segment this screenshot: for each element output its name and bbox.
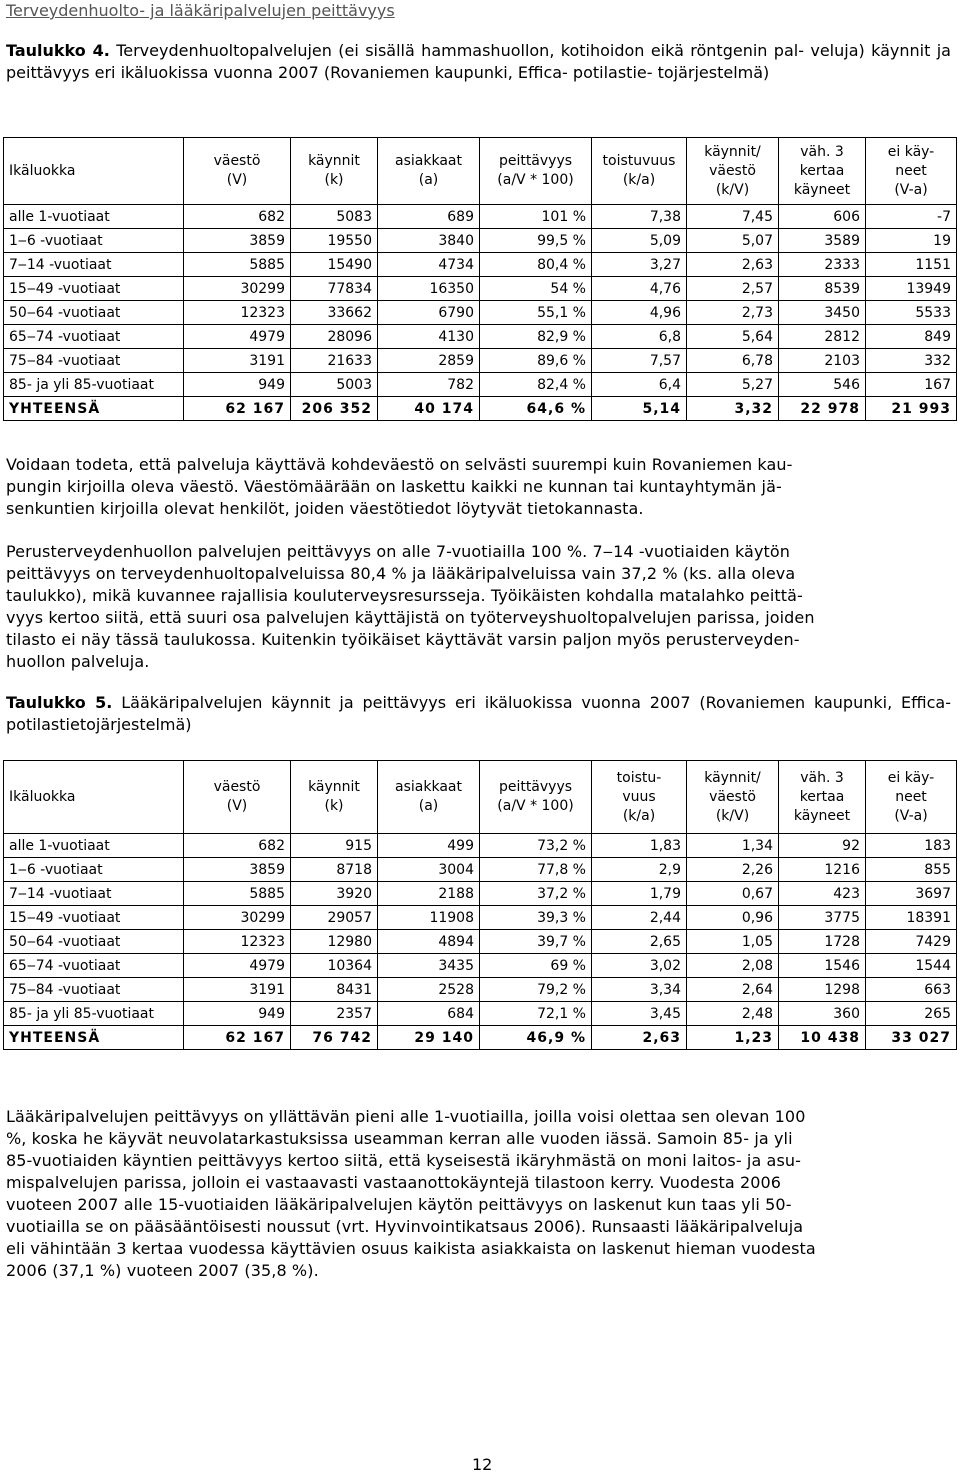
table-row [4, 858, 957, 882]
table4-caption [6, 40, 951, 84]
table5-label: Taulukko 5. [6, 693, 113, 712]
text-line: 85-vuotiaiden käyntien peittävyys kertoo siitä, että kyseisestä ikäryhmästä on moni laitos- ja asu- [6, 1151, 802, 1170]
table-cell: 265 [866, 1002, 957, 1026]
total-row [4, 397, 957, 421]
table-cell: 33662 [291, 301, 378, 325]
table5-caption [6, 692, 951, 736]
table-cell: 7429 [866, 930, 957, 954]
table4 [3, 137, 957, 421]
table-cell: 5,14 [592, 397, 687, 421]
table-cell: 4734 [378, 253, 480, 277]
table-cell: 332 [866, 349, 957, 373]
table-row [4, 978, 957, 1002]
text-line: pungin kirjoilla oleva väestö. Väestömäärään on laskettu kaikki ne kunnan tai kuntayhtymän jä- [6, 477, 782, 496]
text-line: 2006 (37,1 %) vuoteen 2007 (35,8 %). [6, 1261, 319, 1280]
table-cell: 21633 [291, 349, 378, 373]
table-cell: 10 438 [779, 1026, 866, 1050]
table-cell: 10364 [291, 954, 378, 978]
paragraph-2 [6, 541, 936, 673]
table-cell: 77834 [291, 277, 378, 301]
table-row [4, 906, 957, 930]
table-cell: 3775 [779, 906, 866, 930]
table-cell: 3,45 [592, 1002, 687, 1026]
table-cell: 12323 [184, 930, 291, 954]
table-cell: 15‒49 -vuotiaat [4, 906, 184, 930]
table-cell: 2,26 [687, 858, 779, 882]
table-cell: 7‒14 -vuotiaat [4, 882, 184, 906]
table-cell: 2,73 [687, 301, 779, 325]
table-cell: 7‒14 -vuotiaat [4, 253, 184, 277]
table-cell: 2,65 [592, 930, 687, 954]
table-cell: 19 [866, 229, 957, 253]
table-cell: 21 993 [866, 397, 957, 421]
table-cell: 0,96 [687, 906, 779, 930]
table-cell: 2,44 [592, 906, 687, 930]
column-header: toistuvuus (k/a) [592, 138, 687, 205]
table-cell: 1‒6 -vuotiaat [4, 858, 184, 882]
table-cell: 1,79 [592, 882, 687, 906]
table-cell: 19550 [291, 229, 378, 253]
column-header: Ikäluokka [4, 761, 184, 834]
table-cell: 6,8 [592, 325, 687, 349]
running-header: Terveydenhuolto- ja lääkäripalvelujen peittävyys [6, 1, 395, 20]
table-cell: 30299 [184, 277, 291, 301]
table-cell: 55,1 % [480, 301, 592, 325]
table-cell: 5,07 [687, 229, 779, 253]
table-cell: 4,96 [592, 301, 687, 325]
column-header: käynnit (k) [291, 761, 378, 834]
table-cell: alle 1-vuotiaat [4, 834, 184, 858]
table-cell: 5533 [866, 301, 957, 325]
table-cell: 8431 [291, 978, 378, 1002]
table-cell: 2103 [779, 349, 866, 373]
table-cell: 50‒64 -vuotiaat [4, 930, 184, 954]
table-cell: 3004 [378, 858, 480, 882]
table-cell: 62 167 [184, 1026, 291, 1050]
table-row [4, 954, 957, 978]
table-cell: 5885 [184, 882, 291, 906]
table-cell: 40 174 [378, 397, 480, 421]
table-cell: 3,34 [592, 978, 687, 1002]
text-line: senkuntien kirjoilla olevat henkilöt, joiden väestötiedot löytyvät tietokannasta. [6, 499, 644, 518]
text-line: peittävyys on terveydenhuoltopalveluissa 80,4 % ja lääkäripalveluissa vain 37,2 % (ks. alla oleva [6, 564, 796, 583]
table-cell: 39,3 % [480, 906, 592, 930]
table-cell: 50‒64 -vuotiaat [4, 301, 184, 325]
text-line: huollon palveluja. [6, 652, 150, 671]
table-cell: 80,4 % [480, 253, 592, 277]
table-cell: 3697 [866, 882, 957, 906]
table-cell: 82,4 % [480, 373, 592, 397]
table-cell: 5003 [291, 373, 378, 397]
table-cell: 85- ja yli 85-vuotiaat [4, 1002, 184, 1026]
table-cell: 99,5 % [480, 229, 592, 253]
paragraph-3 [6, 1106, 936, 1282]
column-header: asiakkaat (a) [378, 761, 480, 834]
table-cell: 1728 [779, 930, 866, 954]
table-cell: 423 [779, 882, 866, 906]
column-header: väestö (V) [184, 138, 291, 205]
table-cell: 2528 [378, 978, 480, 1002]
column-header: käynnit/ väestö (k/V) [687, 138, 779, 205]
column-header: käynnit (k) [291, 138, 378, 205]
table-row [4, 301, 957, 325]
table-cell: 29 140 [378, 1026, 480, 1050]
table-cell: 15490 [291, 253, 378, 277]
column-header: väh. 3 kertaa käyneet [779, 138, 866, 205]
table-cell: 3840 [378, 229, 480, 253]
column-header: väestö (V) [184, 761, 291, 834]
table-cell: alle 1-vuotiaat [4, 205, 184, 229]
table-cell: 2,64 [687, 978, 779, 1002]
table-cell: 4979 [184, 954, 291, 978]
table-cell: 3435 [378, 954, 480, 978]
column-header: ei käy- neet (V-a) [866, 761, 957, 834]
table-cell: 5,27 [687, 373, 779, 397]
table-cell: 46,9 % [480, 1026, 592, 1050]
table-cell: 167 [866, 373, 957, 397]
table-cell: 2,9 [592, 858, 687, 882]
table-cell: 949 [184, 1002, 291, 1026]
table-cell: 28096 [291, 325, 378, 349]
table-cell: 3191 [184, 978, 291, 1002]
table-cell: 85- ja yli 85-vuotiaat [4, 373, 184, 397]
text-line: mispalvelujen parissa, jolloin ei vastaavasti vastaanottokäyntejä tilastoon kerry. Vuodesta 2006 [6, 1173, 782, 1192]
table-cell: -7 [866, 205, 957, 229]
table4-caption-text: Terveydenhuoltopalvelujen (ei sisällä hammashuollon, kotihoidon eikä röntgenin pal- veluja) käynnit ja peittävyys eri ikäluokissa vuonna 2007 (Rovaniemen kaupunki, Effica- potilastie- tojärjestelmä) [6, 41, 951, 82]
table-cell: 782 [378, 373, 480, 397]
table-cell: YHTEENSÄ [4, 1026, 184, 1050]
table-row [4, 325, 957, 349]
table-cell: 30299 [184, 906, 291, 930]
table5-caption-text: Lääkäripalvelujen käynnit ja peittävyys eri ikäluokissa vuonna 2007 (Rovaniemen kaupunki, Effica-potilastietojärjestelmä) [6, 693, 952, 734]
table-cell: 3450 [779, 301, 866, 325]
table-cell: 546 [779, 373, 866, 397]
text-line: vuoteen 2007 alle 15-vuotiaiden lääkäripalvelujen käytön peittävyys on laskenut kun taas yli 50- [6, 1195, 792, 1214]
table-cell: 1298 [779, 978, 866, 1002]
table-cell: 5885 [184, 253, 291, 277]
table-cell: 6790 [378, 301, 480, 325]
table-cell: 682 [184, 205, 291, 229]
table-cell: 5,09 [592, 229, 687, 253]
table-cell: 11908 [378, 906, 480, 930]
table-cell: 65‒74 -vuotiaat [4, 954, 184, 978]
table-cell: 3589 [779, 229, 866, 253]
table-cell: 16350 [378, 277, 480, 301]
table-cell: 1‒6 -vuotiaat [4, 229, 184, 253]
text-line: taulukko), mikä kuvannee rajallisia kouluterveysresursseja. Työikäisten kohdalla matalahko peittä- [6, 586, 803, 605]
table-cell: 1,05 [687, 930, 779, 954]
table-cell: 499 [378, 834, 480, 858]
table-cell: 39,7 % [480, 930, 592, 954]
table-row [4, 930, 957, 954]
table-cell: 1216 [779, 858, 866, 882]
table-cell: 82,9 % [480, 325, 592, 349]
table-cell: 606 [779, 205, 866, 229]
paragraph-1 [6, 454, 936, 520]
column-header: väh. 3 kertaa käyneet [779, 761, 866, 834]
column-header: peittävyys (a/V * 100) [480, 138, 592, 205]
table-cell: 4130 [378, 325, 480, 349]
table-cell: 1,34 [687, 834, 779, 858]
table-cell: 2,63 [592, 1026, 687, 1050]
table-cell: 3859 [184, 229, 291, 253]
table-cell: 73,2 % [480, 834, 592, 858]
table-row [4, 253, 957, 277]
table-cell: 8718 [291, 858, 378, 882]
table-cell: 72,1 % [480, 1002, 592, 1026]
table-cell: 855 [866, 858, 957, 882]
column-header: käynnit/ väestö (k/V) [687, 761, 779, 834]
table-cell: 3,02 [592, 954, 687, 978]
table-cell: 183 [866, 834, 957, 858]
table-cell: 18391 [866, 906, 957, 930]
table-cell: 0,67 [687, 882, 779, 906]
table-cell: 2,57 [687, 277, 779, 301]
table-row [4, 373, 957, 397]
table-cell: 77,8 % [480, 858, 592, 882]
text-line: Voidaan todeta, että palveluja käyttävä kohdeväestö on selvästi suurempi kuin Rovaniemen kau- [6, 455, 793, 474]
table-cell: 3859 [184, 858, 291, 882]
table-cell: 7,38 [592, 205, 687, 229]
total-row [4, 1026, 957, 1050]
table-cell: 92 [779, 834, 866, 858]
table-row [4, 882, 957, 906]
table-row [4, 229, 957, 253]
table-cell: 64,6 % [480, 397, 592, 421]
table-cell: 76 742 [291, 1026, 378, 1050]
table-cell: 1544 [866, 954, 957, 978]
column-header: toistu- vuus (k/a) [592, 761, 687, 834]
text-line: vuotiailla se on pääsääntöisesti noussut (vrt. Hyvinvointikatsaus 2006). Runsaasti lääkäripalveluja [6, 1217, 804, 1236]
table-cell: 4979 [184, 325, 291, 349]
table-cell: 2333 [779, 253, 866, 277]
text-line: Perusterveydenhuollon palvelujen peittävyys on alle 7-vuotiailla 100 %. 7‒14 -vuotiaiden käytön [6, 542, 791, 561]
table-cell: 949 [184, 373, 291, 397]
table-cell: YHTEENSÄ [4, 397, 184, 421]
text-line: Lääkäripalvelujen peittävyys on yllättävän pieni alle 1-vuotiailla, joilla voisi olettaa sen olevan 100 [6, 1107, 806, 1126]
table-cell: 15‒49 -vuotiaat [4, 277, 184, 301]
table-cell: 2357 [291, 1002, 378, 1026]
table-cell: 849 [866, 325, 957, 349]
table-cell: 69 % [480, 954, 592, 978]
table-row [4, 1002, 957, 1026]
table-cell: 3920 [291, 882, 378, 906]
table-cell: 2,08 [687, 954, 779, 978]
column-header: Ikäluokka [4, 138, 184, 205]
table-cell: 5083 [291, 205, 378, 229]
table-cell: 689 [378, 205, 480, 229]
table-cell: 4894 [378, 930, 480, 954]
table-cell: 7,45 [687, 205, 779, 229]
table-cell: 3,32 [687, 397, 779, 421]
table-cell: 7,57 [592, 349, 687, 373]
text-line: %, koska he käyvät neuvolatarkastuksissa useamman kerran alle vuoden iässä. Samoin 85- ja yli [6, 1129, 793, 1148]
column-header: peittävyys (a/V * 100) [480, 761, 592, 834]
table-cell: 79,2 % [480, 978, 592, 1002]
table-cell: 1151 [866, 253, 957, 277]
table-cell: 5,64 [687, 325, 779, 349]
table-cell: 915 [291, 834, 378, 858]
table-cell: 3191 [184, 349, 291, 373]
page-number: 12 [472, 1455, 493, 1474]
table-cell: 12980 [291, 930, 378, 954]
table-cell: 65‒74 -vuotiaat [4, 325, 184, 349]
table-cell: 54 % [480, 277, 592, 301]
table-cell: 682 [184, 834, 291, 858]
table-cell: 1,23 [687, 1026, 779, 1050]
table-cell: 8539 [779, 277, 866, 301]
table-cell: 3,27 [592, 253, 687, 277]
table-cell: 6,78 [687, 349, 779, 373]
column-header: asiakkaat (a) [378, 138, 480, 205]
table-cell: 1,83 [592, 834, 687, 858]
text-line: tilasto ei näy tässä taulukossa. Kuitenkin työikäiset käyttävät varsin paljon myös perusterveyden- [6, 630, 800, 649]
table-cell: 4,76 [592, 277, 687, 301]
table-cell: 22 978 [779, 397, 866, 421]
table-cell: 33 027 [866, 1026, 957, 1050]
table-row [4, 277, 957, 301]
text-line: eli vähintään 3 kertaa vuodessa käyttävien osuus kaikista asiakkaista on laskenut hieman vuodesta [6, 1239, 816, 1258]
table-cell: 2,63 [687, 253, 779, 277]
table-cell: 89,6 % [480, 349, 592, 373]
table-cell: 2812 [779, 325, 866, 349]
table-cell: 12323 [184, 301, 291, 325]
table-cell: 13949 [866, 277, 957, 301]
table-cell: 2188 [378, 882, 480, 906]
table-cell: 6,4 [592, 373, 687, 397]
table-cell: 37,2 % [480, 882, 592, 906]
table-row [4, 834, 957, 858]
table4-label: Taulukko 4. [6, 41, 110, 60]
table-cell: 1546 [779, 954, 866, 978]
table-cell: 75‒84 -vuotiaat [4, 349, 184, 373]
table-row [4, 205, 957, 229]
table-cell: 75‒84 -vuotiaat [4, 978, 184, 1002]
table-cell: 101 % [480, 205, 592, 229]
column-header: ei käy- neet (V-a) [866, 138, 957, 205]
table-cell: 684 [378, 1002, 480, 1026]
table-row [4, 349, 957, 373]
table5 [3, 760, 957, 1050]
table-cell: 2,48 [687, 1002, 779, 1026]
table-cell: 663 [866, 978, 957, 1002]
text-line: vyys kertoo siitä, että suuri osa palvelujen käyttäjistä on työterveyshuoltopalvelujen parissa, joiden [6, 608, 815, 627]
table-cell: 2859 [378, 349, 480, 373]
table-cell: 360 [779, 1002, 866, 1026]
table-cell: 62 167 [184, 397, 291, 421]
table-cell: 29057 [291, 906, 378, 930]
table-cell: 206 352 [291, 397, 378, 421]
